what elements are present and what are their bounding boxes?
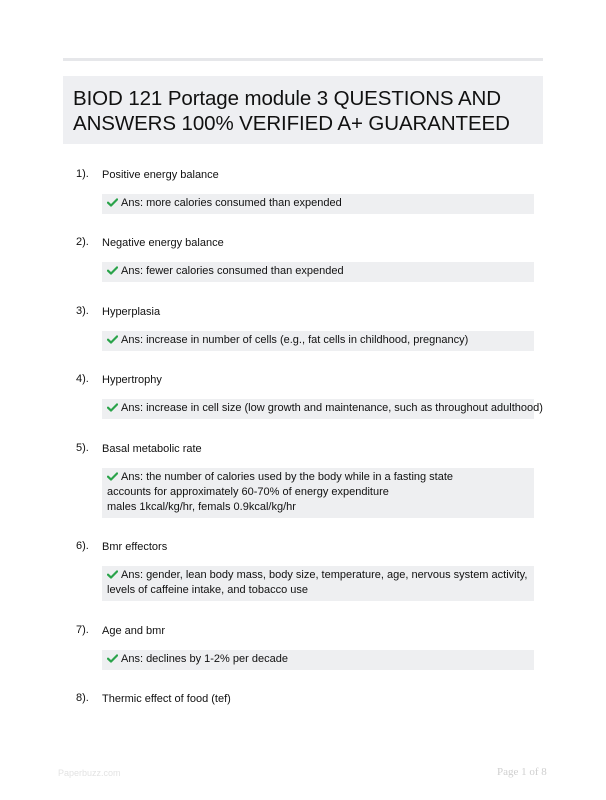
check-icon xyxy=(107,403,118,412)
question-number: 3). xyxy=(76,305,89,317)
answer-line xyxy=(107,401,543,416)
check-icon xyxy=(107,472,118,481)
answer-line xyxy=(107,485,528,500)
answer-box xyxy=(102,331,534,351)
check-icon xyxy=(107,570,118,579)
answer-line xyxy=(107,583,528,598)
question-number: 5). xyxy=(76,442,89,454)
question-text: Hyperplasia xyxy=(102,306,161,318)
top-divider xyxy=(63,58,543,61)
question-number: 2). xyxy=(76,236,89,248)
answer-text: Ans: increase in cell size (low growth and maintenance, such as throughout adulthood) xyxy=(121,402,543,414)
title-banner xyxy=(63,76,543,144)
question-text: Thermic effect of food (tef) xyxy=(102,693,231,705)
answer-text: accounts for approximately 60-70% of energy expenditure xyxy=(107,486,389,498)
answer-box xyxy=(102,262,534,282)
page-title: BIOD 121 Portage module 3 QUESTIONS AND ANSWERS 100% VERIFIED A+ GUARANTEED xyxy=(73,87,510,135)
question-text: Negative energy balance xyxy=(102,237,224,249)
answer-line xyxy=(107,264,528,279)
answer-text: Ans: gender, lean body mass, body size, temperature, age, nervous system activity, xyxy=(121,569,528,581)
answer-box xyxy=(102,468,534,518)
answer-text: Ans: more calories consumed than expended xyxy=(121,197,342,209)
answer-text: levels of caffeine intake, and tobacco use xyxy=(107,584,308,596)
answer-line xyxy=(107,333,528,348)
question-number: 6). xyxy=(76,540,89,552)
answer-line xyxy=(107,568,528,583)
question-text: Basal metabolic rate xyxy=(102,443,202,455)
question-text: Age and bmr xyxy=(102,625,165,637)
answer-box xyxy=(102,194,534,214)
question-number: 8). xyxy=(76,692,89,704)
answer-line xyxy=(107,196,528,211)
answer-text: Ans: declines by 1-2% per decade xyxy=(121,653,288,665)
answer-text: males 1kcal/kg/hr, femals 0.9kcal/kg/hr xyxy=(107,501,296,513)
check-icon xyxy=(107,654,118,663)
question-number: 1). xyxy=(76,168,89,180)
question-text: Hypertrophy xyxy=(102,374,162,386)
question-text: Positive energy balance xyxy=(102,169,219,181)
answer-line xyxy=(107,652,528,667)
footer-watermark: Paperbuzz.com xyxy=(58,768,121,778)
answer-text: Ans: fewer calories consumed than expended xyxy=(121,265,344,277)
check-icon xyxy=(107,335,118,344)
check-icon xyxy=(107,198,118,207)
answer-line xyxy=(107,500,528,515)
answer-line xyxy=(107,470,528,485)
check-icon xyxy=(107,266,118,275)
answer-box xyxy=(102,650,534,670)
answer-text: Ans: the number of calories used by the body while in a fasting state xyxy=(121,471,454,483)
page-number: Page 1 of 8 xyxy=(497,766,547,778)
question-number: 7). xyxy=(76,624,89,636)
question-number: 4). xyxy=(76,373,89,385)
answer-text: Ans: increase in number of cells (e.g., fat cells in childhood, pregnancy) xyxy=(121,334,469,346)
answer-box xyxy=(102,399,543,419)
answer-box xyxy=(102,566,534,601)
question-text: Bmr effectors xyxy=(102,541,168,553)
